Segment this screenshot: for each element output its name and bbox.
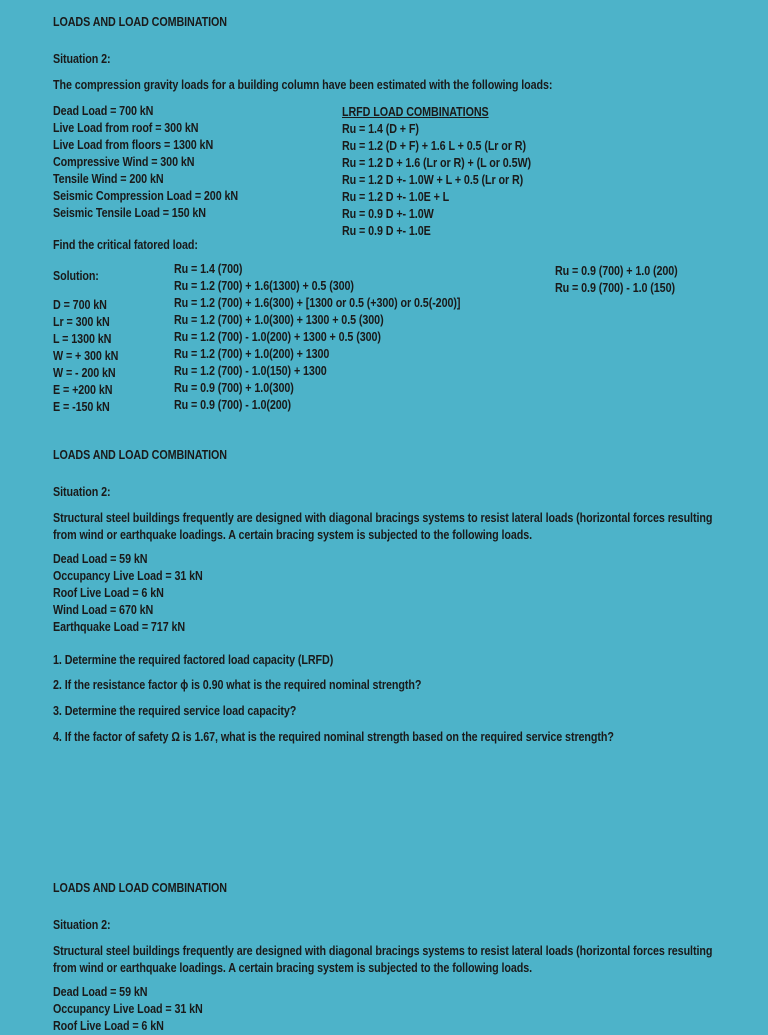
load-item: Occupancy Live Load = 31 kN (53, 1002, 203, 1016)
question-item: 2. If the resistance factor ϕ is 0.90 what is the required nominal strength? (53, 678, 422, 692)
loads-list (53, 103, 268, 222)
variable-item: E = +200 kN (53, 383, 113, 397)
situation-label: Situation 2: (53, 918, 111, 932)
load-item: Seismic Tensile Load = 150 kN (53, 206, 206, 220)
variable-item: D = 700 kN (53, 298, 107, 312)
problem-intro: Structural steel buildings frequently are designed with diagonal bracings systems to resist lateral loads (horizontal forces resulting from wind or earthquake loadings. A certain bracing system is subjected to the following loads. (53, 944, 713, 975)
lrfd-combination: Ru = 1.2 (D + F) + 1.6 L + 0.5 (Lr or R) (342, 139, 526, 153)
loads-list (53, 551, 227, 636)
load-item: Roof Live Load = 6 kN (53, 586, 164, 600)
solution-equation: Ru = 1.2 (700) + 1.6(300) + [1300 or 0.5 (+300) or 0.5(-200)] (174, 296, 461, 310)
solution-equation: Ru = 1.4 (700) (174, 262, 243, 276)
load-item: Tensile Wind = 200 kN (53, 172, 164, 186)
load-item: Dead Load = 59 kN (53, 552, 148, 566)
variable-item: W = - 200 kN (53, 366, 116, 380)
question-item: 1. Determine the required factored load capacity (LRFD) (53, 653, 334, 667)
lrfd-combination: Ru = 0.9 D +- 1.0W (342, 207, 434, 221)
solution-equation: Ru = 0.9 (700) - 1.0 (150) (555, 281, 675, 295)
solution-equation: Ru = 0.9 (700) + 1.0 (200) (555, 264, 678, 278)
variable-item: W = + 300 kN (53, 349, 119, 363)
load-item: Dead Load = 59 kN (53, 985, 148, 999)
load-item: Wind Load = 670 kN (53, 603, 154, 617)
solution-equation: Ru = 1.2 (700) - 1.0(150) + 1300 (174, 364, 327, 378)
lrfd-combination: Ru = 1.2 D + 1.6 (Lr or R) + (L or 0.5W) (342, 156, 532, 170)
question-item: 3. Determine the required service load capacity? (53, 704, 297, 718)
variable-item: E = -150 kN (53, 400, 110, 414)
solution-equation: Ru = 1.2 (700) + 1.0(200) + 1300 (174, 347, 330, 361)
load-item: Live Load from roof = 300 kN (53, 121, 199, 135)
solution-equation: Ru = 1.2 (700) + 1.6(1300) + 0.5 (300) (174, 279, 354, 293)
lrfd-combination: Ru = 1.2 D +- 1.0E + L (342, 190, 450, 204)
load-item: Roof Live Load = 6 kN (53, 1019, 164, 1033)
lrfd-combinations (342, 104, 562, 240)
section-heading: LOADS AND LOAD COMBINATION (53, 881, 227, 895)
section-heading: LOADS AND LOAD COMBINATION (53, 15, 227, 29)
solution-equations (174, 261, 507, 414)
find-prompt: Find the critical fatored load: (53, 238, 198, 252)
question-item: 4. If the factor of safety Ω is 1.67, what is the required nominal strength based on the required service strength? (53, 730, 614, 744)
situation-label: Situation 2: (53, 52, 111, 66)
lrfd-combination: Ru = 1.2 D +- 1.0W + L + 0.5 (Lr or R) (342, 173, 524, 187)
section-heading: LOADS AND LOAD COMBINATION (53, 448, 227, 462)
variable-item: L = 1300 kN (53, 332, 112, 346)
loads-list (53, 984, 227, 1035)
solution-equation: Ru = 1.2 (700) + 1.0(300) + 1300 + 0.5 (300) (174, 313, 384, 327)
load-item: Earthquake Load = 717 kN (53, 620, 186, 634)
situation-label: Situation 2: (53, 485, 111, 499)
lrfd-combination: Ru = 0.9 D +- 1.0E (342, 224, 431, 238)
solution-equation: Ru = 0.9 (700) - 1.0(200) (174, 398, 292, 412)
load-item: Seismic Compression Load = 200 kN (53, 189, 239, 203)
load-item: Compressive Wind = 300 kN (53, 155, 195, 169)
problem-intro: Structural steel buildings frequently are designed with diagonal bracings systems to resist lateral loads (horizontal forces resulting from wind or earthquake loadings. A certain bracing system is subjected to the following loads. (53, 511, 713, 542)
variable-item: Lr = 300 kN (53, 315, 110, 329)
solution-equation: Ru = 0.9 (700) + 1.0(300) (174, 381, 294, 395)
solution-equation: Ru = 1.2 (700) - 1.0(200) + 1300 + 0.5 (300) (174, 330, 381, 344)
load-item: Dead Load = 700 kN (53, 104, 154, 118)
solution-label: Solution: (53, 269, 99, 283)
lrfd-title: LRFD LOAD COMBINATIONS (342, 105, 489, 119)
load-item: Live Load from floors = 1300 kN (53, 138, 214, 152)
load-item: Occupancy Live Load = 31 kN (53, 569, 203, 583)
lrfd-combination: Ru = 1.4 (D + F) (342, 122, 419, 136)
solution-equations-right (555, 263, 698, 297)
variables-list (53, 297, 129, 416)
problem-intro: The compression gravity loads for a building column have been estimated with the following loads: (53, 78, 553, 92)
